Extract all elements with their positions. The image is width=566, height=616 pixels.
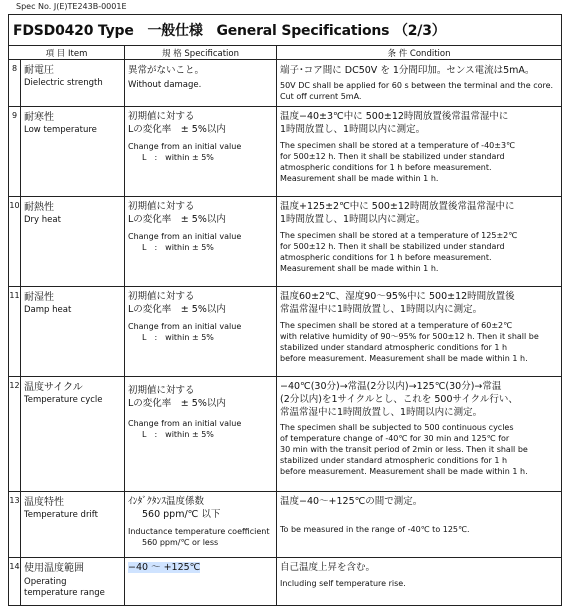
- condition-text-en: stabilized under standard atmospheric conditions for 1 h: [280, 343, 508, 352]
- spec-text-en: Change from an initial value: [128, 142, 242, 151]
- item-name-en: Dielectric strength: [24, 78, 103, 88]
- spec-text-jp: 初期値に対する: [128, 201, 195, 212]
- condition-text-jp: 自己温度上昇を含む。: [280, 562, 376, 573]
- spec-number: Spec No. J(E)TE243B-0001E: [16, 2, 127, 11]
- spec-text-en: Inductance temperature coefficient: [128, 527, 270, 536]
- spec-text-jp: Lの変化率 ± 5%以内: [128, 124, 226, 135]
- condition-text-en: stabilized under standard atmospheric conditions for 1 h: [280, 456, 508, 465]
- row-number: 13: [9, 492, 21, 558]
- item-name-en: Temperature cycle: [24, 395, 103, 405]
- spec-text-jp: 初期値に対する: [128, 291, 195, 302]
- item-name-en: Low temperature: [24, 125, 97, 135]
- condition-text-jp: 温度60±2℃、湿度90〜95%中に 500±12時間放置後: [280, 291, 515, 302]
- spec-text-jp: Lの変化率 ± 5%以内: [128, 214, 226, 225]
- condition-text-en: 50V DC shall be applied for 60 s between the terminal and the core.: [280, 81, 554, 90]
- condition-text-en: for 500±12 h. Then it shall be stabilized under standard: [280, 152, 505, 161]
- condition-text-en: To be measured in the range of -40℃ to 125℃.: [280, 525, 470, 534]
- spec-text-jp: Lの変化率 ± 5%以内: [128, 304, 226, 315]
- header-condition: 条 件 Condition: [277, 46, 562, 60]
- header-item: 項 目 Item: [9, 46, 125, 60]
- condition-text-jp: 1時間放置し、1時間以内に測定。: [280, 124, 426, 135]
- document-title: FDSD0420 Type 一般仕様 General Specifications （2/3）: [9, 15, 562, 46]
- condition-text-jp: (2分以内)を1サイクルとし、これを 500サイクル行い、: [280, 394, 518, 405]
- condition-text-en: Measurement shall be made within 1 h.: [280, 174, 439, 183]
- operating-temperature-value: −40 〜 +125℃: [128, 562, 201, 573]
- condition-text-jp: 常温常湿中に1時間放置し、1時間以内に測定。: [280, 407, 483, 418]
- condition-text-jp: 常温常湿中に1時間放置し、1時間以内に測定。: [280, 304, 483, 315]
- table-row: [9, 492, 562, 558]
- spec-text-en: Without damage.: [128, 80, 202, 90]
- condition-text-en: Including self temperature rise.: [280, 579, 406, 588]
- spec-text-jp: 異常がないこと。: [128, 65, 205, 76]
- spec-text-en: 560 ppm/℃ or less: [142, 538, 219, 547]
- spec-text-jp: 初期値に対する: [128, 111, 195, 122]
- row-number: 14: [9, 558, 21, 606]
- spec-text-en: Change from an initial value: [128, 232, 242, 241]
- item-name-jp: 耐電圧: [24, 65, 54, 76]
- condition-text-en: before measurement. Measurement shall be made within 1 h.: [280, 467, 528, 476]
- specification-table: [8, 14, 562, 606]
- spec-text-en: L : within ± 5%: [142, 333, 214, 342]
- condition-text-jp: 端子･コア間に DC50V を 1分間印加。センス電流は5mA。: [280, 65, 535, 76]
- spec-text-en: L : within ± 5%: [142, 153, 214, 162]
- item-name-jp: 温度特性: [24, 497, 64, 508]
- spec-text-en: Change from an initial value: [128, 322, 242, 331]
- item-name-en: Temperature drift: [24, 510, 98, 520]
- item-name-en: Dry heat: [24, 215, 61, 225]
- spec-text-jp: 初期値に対する: [128, 385, 195, 396]
- item-name-jp: 温度サイクル: [24, 382, 83, 393]
- item-name-jp: 耐湿性: [24, 292, 54, 303]
- header-specification: 規 格 Specification: [125, 46, 277, 60]
- table-row: [9, 197, 562, 287]
- condition-text-jp: 1時間放置し、1時間以内に測定。: [280, 214, 426, 225]
- table-row: [9, 107, 562, 197]
- condition-text-jp: −40℃(30分)→常温(2分以内)→125℃(30分)→常温: [280, 381, 502, 392]
- condition-text-en: Cut off current 5mA.: [280, 92, 362, 101]
- spec-text-en: L : within ± 5%: [142, 243, 214, 252]
- condition-text-en: The specimen shall be stored at a temperature of 125±2℃: [280, 231, 518, 240]
- condition-text-en: atmospheric conditions for 1 h before measurement.: [280, 253, 492, 262]
- item-name-jp: 耐熱性: [24, 202, 54, 213]
- spec-text-jp: 560 ppm/℃ 以下: [142, 509, 221, 520]
- spec-text-jp: Lの変化率 ± 5%以内: [128, 398, 226, 409]
- row-number: 12: [9, 377, 21, 492]
- condition-text-en: The specimen shall be stored at a temperature of -40±3℃: [280, 141, 516, 150]
- condition-text-en: The specimen shall be stored at a temperature of 60±2℃: [280, 321, 513, 330]
- item-name-en: Damp heat: [24, 305, 72, 315]
- table-row: [9, 377, 562, 492]
- condition-text-en: atmospheric conditions for 1 h before measurement.: [280, 163, 492, 172]
- row-number: 9: [9, 107, 21, 197]
- condition-text-en: The specimen shall be subjected to 500 continuous cycles: [280, 423, 514, 432]
- spec-text-jp: ｲﾝﾀﾞｸﾀﾝｽ温度係数: [128, 496, 205, 507]
- spec-text-en: L : within ± 5%: [142, 430, 214, 439]
- condition-text-jp: 温度+125±2℃中に 500±12時間放置後常温常湿中に: [280, 201, 515, 212]
- table-row: [9, 287, 562, 377]
- item-name-jp: 耐寒性: [24, 112, 54, 123]
- item-name-jp: 使用温度範囲: [24, 563, 84, 574]
- table-row: [9, 558, 562, 606]
- condition-text-jp: 温度−40±3℃中に 500±12時間放置後常温常湿中に: [280, 111, 509, 122]
- table-row: [9, 60, 562, 107]
- condition-text-en: with relative humidity of 90〜95% for 500±12 h. Then it shall be: [280, 332, 539, 341]
- spec-text-en: Change from an initial value: [128, 419, 242, 428]
- condition-text-en: before measurement. Measurement shall be made within 1 h.: [280, 354, 528, 363]
- condition-text-jp: 温度−40〜+125℃の間で測定。: [280, 496, 423, 507]
- condition-text-en: 30 min with the transit period of 2min or less. Then it shall be: [280, 445, 528, 454]
- condition-text-en: of temperature change of -40℃ for 30 min and 125℃ for: [280, 434, 510, 443]
- item-name-en: Operating temperature range: [24, 577, 105, 598]
- condition-text-en: for 500±12 h. Then it shall be stabilized under standard: [280, 242, 505, 251]
- condition-text-en: Measurement shall be made within 1 h.: [280, 264, 439, 273]
- row-number: 8: [9, 60, 21, 107]
- row-number: 10: [9, 197, 21, 287]
- row-number: 11: [9, 287, 21, 377]
